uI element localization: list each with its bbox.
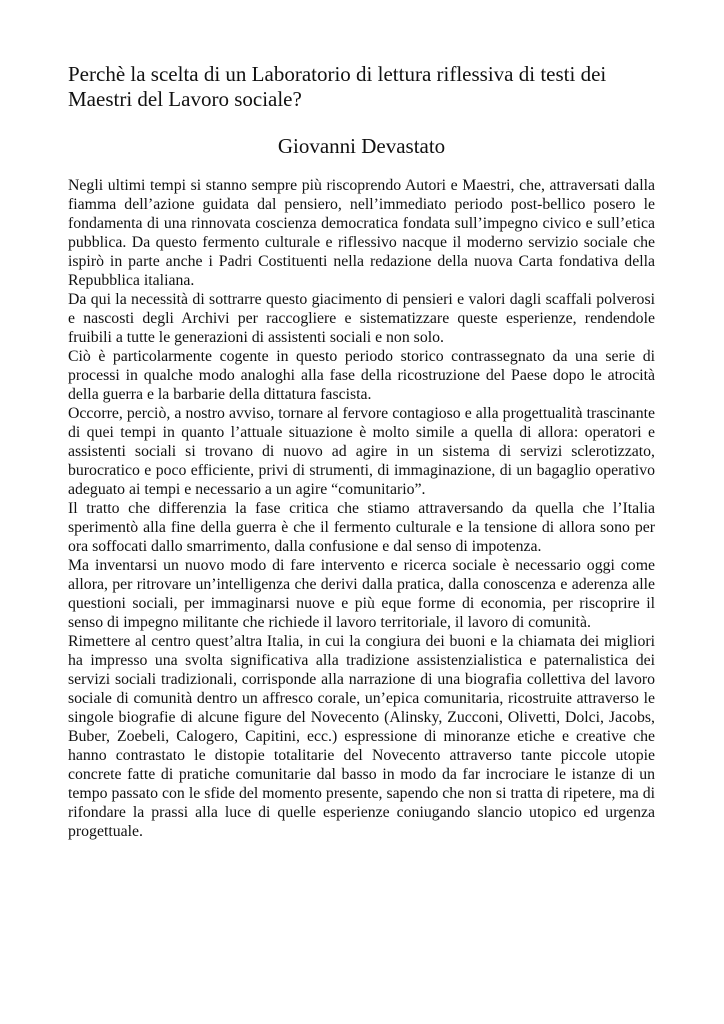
paragraph: Occorre, perciò, a nostro avviso, tornare al fervore contagioso e alla progettualità trascinante di quei tempi in quanto l’attuale situazione è molto simile a quella di allora: operatori e assistenti sociali si trovano di nuovo ad agire in un sistema di servizi sclerotizzato, burocratico e poco efficiente, privi di strumenti, di immaginazione, di un bagaglio operativo adeguato ai tempi e necessario a un agire “comunitario”. [68, 405, 655, 498]
paragraph: Rimettere al centro quest’altra Italia, in cui la congiura dei buoni e la chiamata dei migliori ha impresso una svolta significativa alla tradizione assistenzialistica e paternalistica dei servizi sociali tradizionali, corrisponde alla narrazione di una biografia collettiva del lavoro sociale di comunità dentro un affresco corale, un’epica comunitaria, ricostruite attraverso le singole biografie di alcune figure del Novecento (Alinsky, Zucconi, Olivetti, Dolci, Jacobs, Buber, Zoebeli, Calogero, Capitini, ecc.) espressione di minoranze etiche e creative che hanno contrastato le distopie totalitarie del Novecento attraverso tante piccole utopie concrete fatte di pratiche comunitarie dal basso in modo da far incrociare le istanze di un tempo passato con le sfide del momento presente, sapendo che non si tratta di ripetere, ma di rifondare la prassi alla luce di quelle esperienze coniugando slancio utopico ed urgenza progettuale. [68, 633, 655, 840]
paragraph: Il tratto che differenzia la fase critica che stiamo attraversando da quella che l’Italia sperimentò alla fine della guerra è che il fermento culturale e la tensione di allora sono per ora soffocati dallo smarrimento, dalla confusione e dal senso di impotenza. [68, 500, 655, 555]
paragraph: Negli ultimi tempi si stanno sempre più riscoprendo Autori e Maestri, che, attraversati dalla fiamma dell’azione guidata dal pensiero, nell’immediato periodo post-bellico posero le fondamenta di una rinnovata coscienza democratica fondata sull’impegno civico e sull’etica pubblica. Da questo fermento culturale e riflessivo nacque il moderno servizio sociale che ispirò in parte anche i Padri Costituenti nella redazione della nuova Carta fondativa della Repubblica italiana. [68, 177, 655, 289]
document-page [68, 62, 655, 841]
paragraph: Ciò è particolarmente cogente in questo periodo storico contrassegnato da una serie di processi in qualche modo analoghi alla fase della ricostruzione del Paese dopo le atrocità della guerra e la barbarie della dittatura fascista. [68, 348, 655, 403]
paragraph: Da qui la necessità di sottrarre questo giacimento di pensieri e valori dagli scaffali polverosi e nascosti degli Archivi per raccogliere e sistematizzare queste esperienze, rendendole fruibili a tutte le generazioni di assistenti sociali e non solo. [68, 291, 655, 346]
paragraph: Ma inventarsi un nuovo modo di fare intervento e ricerca sociale è necessario oggi come allora, per ritrovare un’intelligenza che derivi dalla pratica, dalla conoscenza e aderenza alle questioni sociali, per immaginarsi nuove e più eque forme di economia, per riscoprire il senso di impegno militante che richiede il lavoro territoriale, il lavoro di comunità. [68, 557, 655, 631]
document-title: Perchè la scelta di un Laboratorio di lettura riflessiva di testi dei Maestri del Lavoro sociale? [68, 62, 607, 111]
document-body [68, 176, 655, 841]
author-name: Giovanni Devastato [277, 134, 446, 158]
